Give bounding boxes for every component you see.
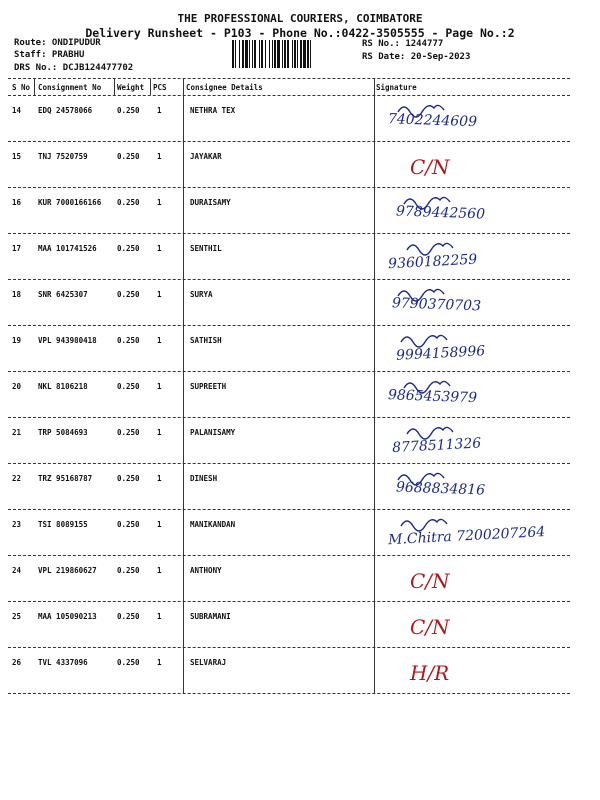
row-signature-text: 9865453979 — [387, 387, 478, 407]
row-weight: 0.250 — [117, 336, 140, 345]
row-signature — [380, 236, 575, 276]
row-pcs: 1 — [157, 474, 162, 483]
row-sno: 19 — [12, 336, 22, 345]
row-consignee: SURYA — [190, 290, 213, 299]
rs-number: RS No.: 1244777 — [362, 39, 444, 49]
row-sno: 21 — [12, 428, 22, 437]
row-consignment: SNR 6425307 — [38, 290, 88, 299]
row-signature — [380, 282, 575, 322]
row-consignee: SUPREETH — [190, 382, 227, 391]
row-sno: 23 — [12, 520, 22, 529]
row-consignee: JAYAKAR — [190, 152, 222, 161]
row-weight: 0.250 — [117, 382, 140, 391]
row-sno: 18 — [12, 290, 22, 299]
row-rule — [8, 325, 570, 326]
row-consignment: TRP 5084693 — [38, 428, 88, 437]
row-signature-text: C/N — [410, 569, 450, 593]
col-sno: S No — [12, 83, 31, 92]
row-signature — [380, 328, 575, 368]
row-consignment: TSI 8089155 — [38, 520, 88, 529]
row-consignee: SUBRAMANI — [190, 612, 231, 621]
rs-date: RS Date: 20-Sep-2023 — [362, 52, 471, 62]
row-pcs: 1 — [157, 520, 162, 529]
row-consignee: DINESH — [190, 474, 218, 483]
row-pcs: 1 — [157, 336, 162, 345]
row-consignment: MAA 105090213 — [38, 612, 97, 621]
row-signature-text: 8778511326 — [391, 435, 482, 457]
row-rule — [8, 693, 570, 694]
row-pcs: 1 — [157, 106, 162, 115]
row-consignment: MAA 101741526 — [38, 244, 97, 253]
row-pcs: 1 — [157, 290, 162, 299]
row-sno: 22 — [12, 474, 22, 483]
row-signature-text: M.Chitra 7200207264 — [387, 524, 546, 549]
col-sep — [150, 79, 151, 95]
col-consignee: Consignee Details — [186, 83, 263, 92]
row-consignee: ANTHONY — [190, 566, 222, 575]
row-pcs: 1 — [157, 428, 162, 437]
row-sno: 24 — [12, 566, 22, 575]
header-top-rule — [8, 78, 570, 79]
row-sno: 17 — [12, 244, 22, 253]
row-weight: 0.250 — [117, 106, 140, 115]
row-signature-text: C/N — [410, 615, 450, 639]
row-consignment: EDQ 24578066 — [38, 106, 93, 115]
row-pcs: 1 — [157, 244, 162, 253]
row-signature-text: 7402244609 — [387, 111, 478, 131]
row-signature-text: 9994158996 — [395, 343, 486, 364]
row-consignment: KUR 7000166166 — [38, 198, 102, 207]
row-weight: 0.250 — [117, 152, 140, 161]
row-rule — [8, 417, 570, 418]
route-label: Route: ONDIPUDUR — [14, 38, 101, 48]
row-consignee: MANIKANDAN — [190, 520, 236, 529]
row-sno: 15 — [12, 152, 22, 161]
row-sno: 14 — [12, 106, 22, 115]
row-consignee: SENTHIL — [190, 244, 222, 253]
row-sno: 25 — [12, 612, 22, 621]
runsheet-subtitle: Delivery Runsheet - P103 - Phone No.:0422-3505555 - Page No.:2 — [85, 26, 515, 40]
row-consignee: SATHISH — [190, 336, 222, 345]
row-rule — [8, 187, 570, 188]
row-sno: 26 — [12, 658, 22, 667]
row-signature — [380, 604, 575, 644]
row-sno: 16 — [12, 198, 22, 207]
row-pcs: 1 — [157, 152, 162, 161]
row-consignee: DURAISAMY — [190, 198, 231, 207]
row-rule — [8, 371, 570, 372]
row-signature-text: 9789442560 — [395, 203, 486, 223]
row-signature — [380, 512, 575, 552]
row-signature — [380, 98, 575, 138]
row-rule — [8, 141, 570, 142]
row-signature — [380, 190, 575, 230]
col-consignment: Consignment No — [38, 83, 102, 92]
barcode — [232, 40, 354, 68]
col-pcs: PCS — [153, 83, 167, 92]
row-consignment: VPL 219860627 — [38, 566, 97, 575]
row-pcs: 1 — [157, 612, 162, 621]
drs-number: DRS No.: DCJB124477702 — [14, 63, 134, 73]
row-weight: 0.250 — [117, 612, 140, 621]
row-signature-text: 9790370703 — [391, 295, 482, 315]
row-consignment: TNJ 7520759 — [38, 152, 88, 161]
row-signature — [380, 144, 575, 184]
row-pcs: 1 — [157, 566, 162, 575]
row-sno: 20 — [12, 382, 22, 391]
row-consignee: NETHRA TEX — [190, 106, 236, 115]
row-rule — [8, 601, 570, 602]
row-signature-text: C/N — [410, 155, 450, 179]
row-signature-text: 9688834816 — [395, 479, 486, 499]
col-signature: Signature — [376, 83, 417, 92]
row-signature — [380, 374, 575, 414]
header-bottom-rule — [8, 95, 570, 96]
row-weight: 0.250 — [117, 474, 140, 483]
row-rule — [8, 279, 570, 280]
row-consignment: NKL 8106218 — [38, 382, 88, 391]
row-weight: 0.250 — [117, 290, 140, 299]
staff-label: Staff: PRABHU — [14, 50, 85, 60]
row-signature — [380, 420, 575, 460]
row-rule — [8, 647, 570, 648]
row-weight: 0.250 — [117, 566, 140, 575]
row-consignment: VPL 943980418 — [38, 336, 97, 345]
row-pcs: 1 — [157, 198, 162, 207]
row-pcs: 1 — [157, 658, 162, 667]
row-weight: 0.250 — [117, 658, 140, 667]
row-weight: 0.250 — [117, 198, 140, 207]
row-weight: 0.250 — [117, 520, 140, 529]
col-sep — [34, 79, 35, 95]
row-consignee: PALANISAMY — [190, 428, 236, 437]
row-rule — [8, 509, 570, 510]
row-weight: 0.250 — [117, 428, 140, 437]
row-signature — [380, 558, 575, 598]
row-rule — [8, 233, 570, 234]
row-pcs: 1 — [157, 382, 162, 391]
row-signature-text: 9360182259 — [387, 251, 478, 273]
row-consignment: TRZ 95168787 — [38, 474, 93, 483]
row-consignment: TVL 4337096 — [38, 658, 88, 667]
row-rule — [8, 463, 570, 464]
row-signature — [380, 650, 575, 690]
row-weight: 0.250 — [117, 244, 140, 253]
row-signature — [380, 466, 575, 506]
col-sep — [114, 79, 115, 95]
row-rule — [8, 555, 570, 556]
row-signature-text: H/R — [410, 661, 450, 685]
col-weight: Weight — [117, 83, 145, 92]
company-title: THE PROFESSIONAL COURIERS, COIMBATORE — [177, 12, 423, 25]
row-consignee: SELVARAJ — [190, 658, 227, 667]
